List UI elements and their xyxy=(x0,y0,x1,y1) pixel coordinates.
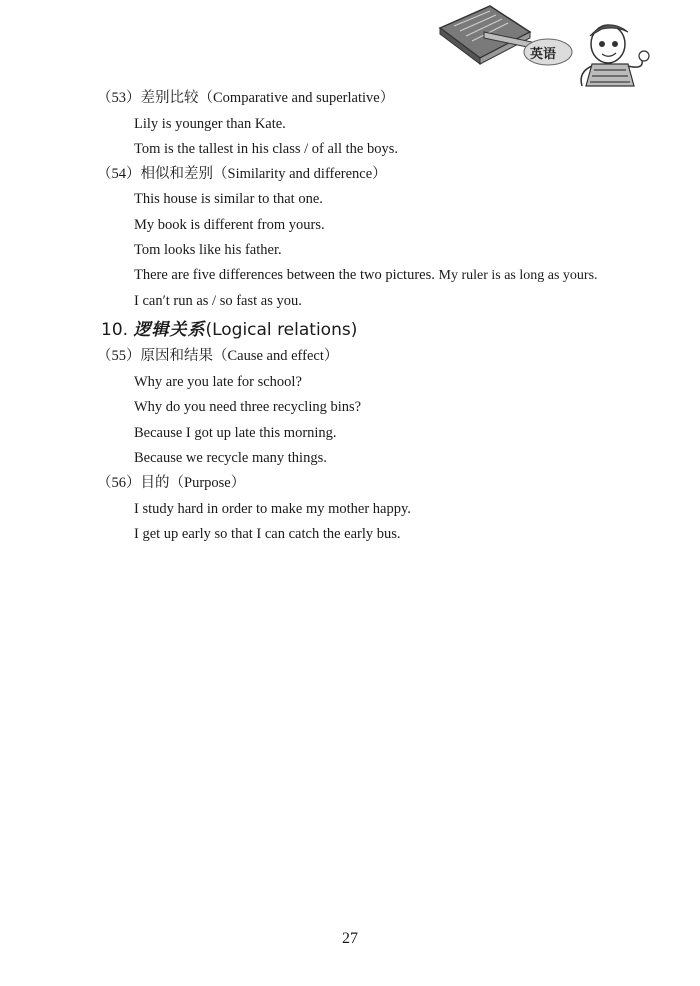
section-title-en: (Logical relations) xyxy=(205,320,358,340)
example-line: Lily is younger than Kate. xyxy=(134,116,286,132)
example-line: I can′t run as / so fast as you. xyxy=(134,293,302,309)
section-56-heading: （56）目的（Purpose） xyxy=(97,475,246,491)
section-title-cn: 逻辑关系 xyxy=(133,320,206,340)
example-line: My book is different from yours. xyxy=(134,217,325,233)
example-line: Because I got up late this morning. xyxy=(134,425,337,441)
example-text: There are five differences between the two pictures. xyxy=(134,267,435,283)
section-10-title xyxy=(101,318,357,342)
example-line xyxy=(134,265,598,286)
page-number: 27 xyxy=(342,930,358,947)
example-line: Why do you need three recycling bins? xyxy=(134,399,362,415)
subject-badge-text: 英语 xyxy=(530,47,557,62)
example-line: This house is similar to that one. xyxy=(134,191,323,207)
section-54-heading: （54）相似和差别（Similarity and difference） xyxy=(97,166,387,182)
example-line: Tom is the tallest in his class / of all the boys. xyxy=(134,141,398,157)
example-line: Tom looks like his father. xyxy=(134,242,282,258)
section-55-heading: （55）原因和结果（Cause and effect） xyxy=(97,348,339,364)
section-53-heading: （53）差别比较（Comparative and superlative） xyxy=(97,90,395,106)
example-line: Because we recycle many things. xyxy=(134,450,327,466)
section-number: 10. xyxy=(101,320,129,340)
example-line: I study hard in order to make my mother happy. xyxy=(134,501,411,517)
example-line: Why are you late for school? xyxy=(134,374,302,390)
example-text-extra: My ruler is as long as yours. xyxy=(438,268,598,283)
example-line: I get up early so that I can catch the early bus. xyxy=(134,526,401,542)
